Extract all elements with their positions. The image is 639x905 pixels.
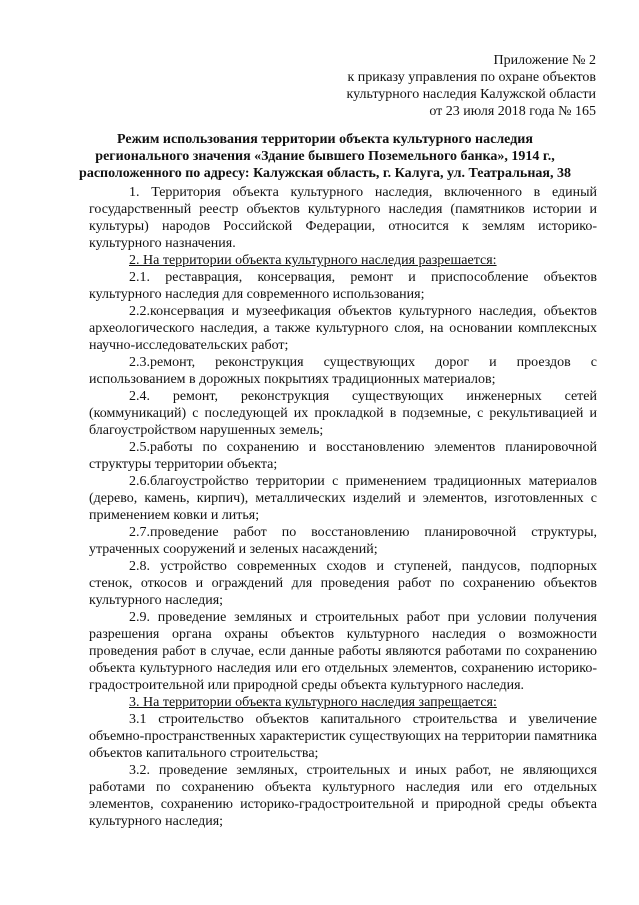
document-title <box>60 131 590 182</box>
document-body <box>89 184 597 830</box>
appendix-header <box>266 52 596 120</box>
paragraph-2-7: 2.7.проведение работ по восстановлению планировочной структуры, утраченных сооружений и зеленых насаждений; <box>89 525 597 557</box>
section-3-heading: 3. На территории объекта культурного наследия запрещается: <box>129 695 497 710</box>
title-line-3: расположенного по адресу: Калужская область, г. Калуга, ул. Театральная, 38 <box>79 166 571 181</box>
paragraph-2-6: 2.6.благоустройство территории с применением традиционных материалов (дерево, камень, кирпич), металлических изделий и элементов, изготовленных с применением ковки и литья; <box>89 474 597 523</box>
appendix-order-ref: к приказу управления по охране объектов <box>347 70 596 85</box>
paragraph-2-2: 2.2.консервация и музеефикация объектов культурного наследия, объектов археологического наследия, а также культурного слоя, на основании комплексных научно-исследовательских работ; <box>89 304 597 353</box>
section-2-heading: 2. На территории объекта культурного наследия разрешается: <box>129 253 497 268</box>
paragraph-3-2: 3.2. проведение земляных, строительных и иных работ, не являющихся работами по сохранению объекта культурного наследия или его отдельных элементов, сохранению историко-градостроительной и природной среды объекта культурного наследия; <box>89 763 597 829</box>
paragraph-3-1: 3.1 строительство объектов капитального строительства и увеличение объемно-пространственных характеристик существующих на территории памятника объектов капитального строительства; <box>89 712 597 761</box>
title-line-1: Режим использования территории объекта культурного наследия <box>117 132 533 147</box>
paragraph-2-4: 2.4. ремонт, реконструкция существующих инженерных сетей (коммуникаций) с последующей их прокладкой в подземные, с рекультивацией и благоустройством нарушенных земель; <box>89 389 597 438</box>
appendix-date: от 23 июля 2018 года № 165 <box>429 104 596 119</box>
appendix-org: культурного наследия Калужской области <box>346 87 596 102</box>
paragraph-2-8: 2.8. устройство современных сходов и ступеней, пандусов, подпорных стенок, откосов и ограждений для проведения работ по сохранению объектов культурного наследия; <box>89 559 597 608</box>
paragraph-2-3: 2.3.ремонт, реконструкция существующих дорог и проездов с использованием в дорожных покрытиях традиционных материалов; <box>89 355 597 387</box>
appendix-number: Приложение № 2 <box>493 53 596 68</box>
paragraph-2-9: 2.9. проведение земляных и строительных работ при условии получения разрешения органа охраны объектов культурного наследия о возможности проведения работ в случае, если данные работы являются работами по сохранению объекта культурного наследия или его отдельных элементов, сохранению историко-градостроительной или природной среды объекта культурного наследия. <box>89 610 597 693</box>
paragraph-2-1: 2.1. реставрация, консервация, ремонт и приспособление объектов культурного наследия для современного использования; <box>89 270 597 302</box>
paragraph-1: 1. Территория объекта культурного наследия, включенного в единый государственный реестр объектов культурного наследия (памятников истории и культуры) народов Российской Федерации, относится к землям историко-культурного назначения. <box>89 185 597 251</box>
paragraph-2-5: 2.5.работы по сохранению и восстановлению элементов планировочной структуры территории объекта; <box>89 440 597 472</box>
title-line-2: регионального значения «Здание бывшего Поземельного банка», 1914 г., <box>95 149 555 164</box>
